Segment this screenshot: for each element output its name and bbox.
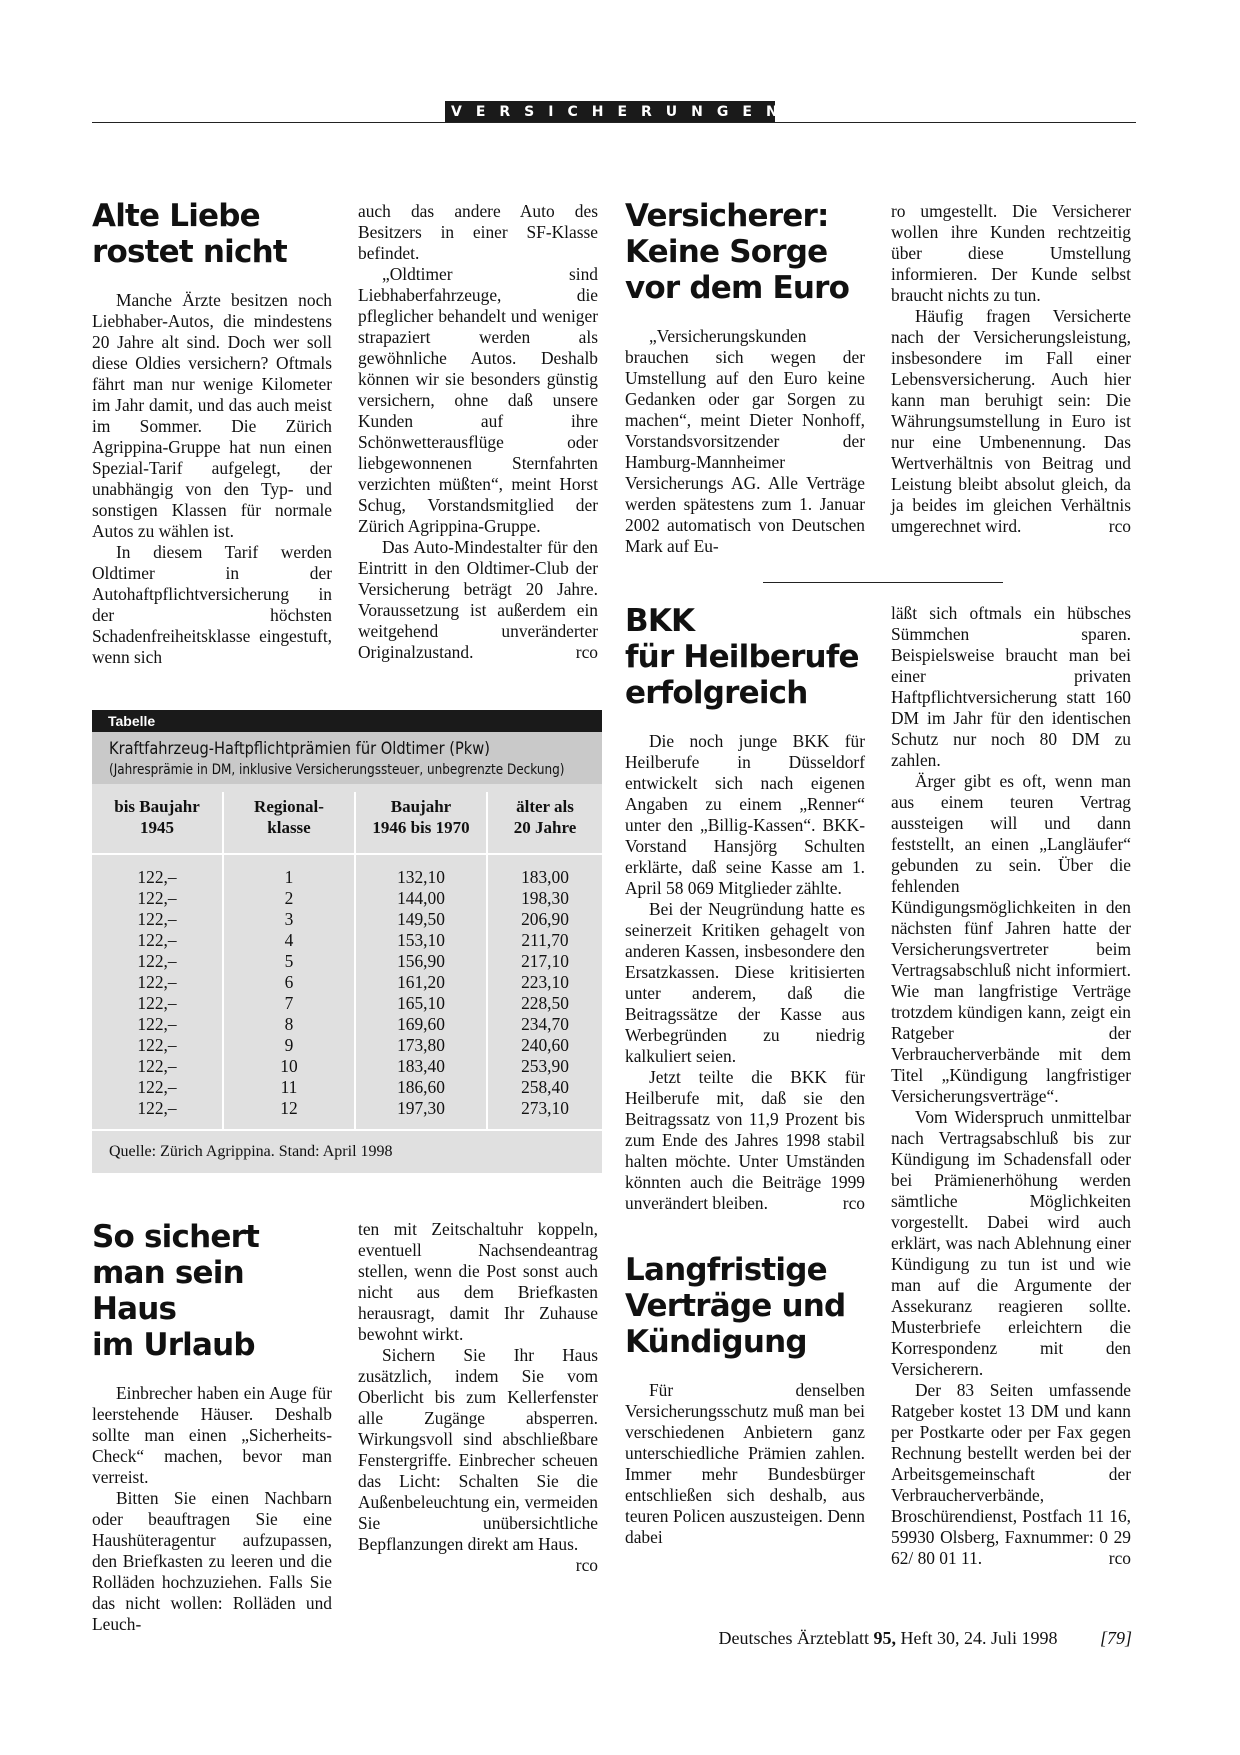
headline-line: Keine Sorge [625,234,828,270]
table-body [356,855,486,1129]
paragraph-text: Sichern Sie Ihr Haus zusätzlich, indem Sie vom Oberlicht bis zum Kellerfenster alle Zugänge absperren. Wirkungsvoll sind abschließbare Fenstergriffe. Einbrecher scheuen das Licht: Schalten Sie die Außenbeleuchtung ein, vermeiden Sie unübersichtliche Bepflanzungen direkt am Haus. [358,1345,598,1554]
table-cell: 173,80 [397,1035,445,1055]
table-cell: 197,30 [397,1098,445,1118]
paragraph-text: Der 83 Seiten umfassende Ratgeber kostet 13 DM und kann per Postkarte oder per Fax gegen Rechnung bestellt werden bei der Arbeitsgemeinschaft der Verbraucherverbände, Broschürendienst, Postfach 11 16, 59930 Olsberg, Faxnummer: 0 29 62/ 80 01 11. [891,1380,1131,1568]
table-source: Quelle: Zürich Agrippina. Stand: April 1998 [109,1143,393,1160]
paragraph: „Oldtimer sind Liebhaberfahrzeuge, die pfleglicher behandelt und weniger strapaziert werden als gewöhnliche Autos. Deshalb können wir sie besonders günstig versichern, ohne daß unsere Kunden auf ihre Schönwetterausflüge oder liebgewonnenen Sternfahrten verzichten müßten“, meint Horst Schug, Vorstandsmitglied der Zürich Agrippina-Gruppe. [358,264,598,536]
journal-name: Deutsches Ärzteblatt [718,1628,869,1648]
table-cell: 217,10 [521,951,569,971]
table-column [224,792,356,1129]
paragraph: läßt sich oftmals ein hübsches Sümmchen sparen. Beispielsweise braucht man bei einer privaten Haftpflichtversicherung statt 160 DM im Jahr für den identischen Schutz nur noch 80 DM zu zahlen. [891,603,1131,770]
author-signature: rco [842,1193,865,1213]
table-header-line: 1946 bis 1970 [372,818,470,837]
paragraph: „Versicherungskunden brauchen sich wegen der Umstellung auf den Euro keine Gedanken oder gar Sorgen zu machen“, meint Dieter Nonhoff, Vorstandsvorsitzender der Hamburg-Mannheimer Versicherungs AG. Alle Verträge werden spätestens zum 1. Januar 2002 automatisch von Deutschen Mark auf Eu- [625,326,865,556]
table-cell: 122,– [137,930,177,950]
headline-line: man sein Haus [92,1255,244,1327]
table-header [92,792,222,855]
table-cell: 258,40 [521,1077,569,1097]
table-cell: 165,10 [397,993,445,1013]
table-cell: 206,90 [521,909,569,929]
table-header-line: 1945 [140,818,174,837]
paragraph: ro umgestellt. Die Versicherer wollen ihre Kunden rechtzeitig über diese Umstellung informieren. Der Kunde selbst braucht nichts zu tun. [891,201,1131,305]
table-header-line: klasse [267,818,311,837]
table-cell: 122,– [137,1014,177,1034]
table-body [488,855,602,1129]
table-cell: 122,– [137,1098,177,1118]
table-cell: 144,00 [397,888,445,908]
table-cell: 11 [280,1077,298,1097]
article-euro-col1 [625,198,865,557]
table-cell: 198,30 [521,888,569,908]
paragraph: Manche Ärzte besitzen noch Liebhaber-Autos, die mindestens 20 Jahre alt sind. Doch wer soll diese Oldies versichern? Oftmals fährt man nur wenige Kilometer im Jahr damit, und das auch meist im Sommer. Die Zürich Agrippina-Gruppe hat nun einen Spezial-Tarif aufgelegt, der unabhängig von den Typ- und sonstigen Klassen für normale Autos zu wählen ist. [92,290,332,541]
table-cell: 122,– [137,993,177,1013]
article-haus-col2 [358,1219,598,1576]
paragraph: Für denselben Versicherungsschutz muß man bei verschiedenen Anbietern ganz unterschiedliche Prämien zahlen. Immer mehr Bundesbürger entschließen sich deshalb, aus teuren Policen auszusteigen. Denn dabei [625,1380,865,1547]
table-cell: 122,– [137,867,177,887]
page-footer [560,1628,1132,1649]
table-header-line: älter als [516,797,574,816]
table-title: Kraftfahrzeug-Haftpflichtprämien für Oldtimer (Pkw) [109,739,490,759]
table-cell: 9 [284,1035,294,1055]
paragraph [891,306,1131,537]
article-euro-col2 [891,201,1131,537]
paragraph: Die noch junge BKK für Heilberufe in Düsseldorf entwickelt sich nach eigenen Angaben zu einem „Renner“ unter den „Billig-Kassen“. BKK-Vorstand Hansjörg Schulten erklärte, daß seine Kasse am 1. April 58 069 Mitglieder zählte. [625,731,865,898]
table-header-line: bis Baujahr [114,797,200,816]
table-cell: 122,– [137,1077,177,1097]
paragraph [358,537,598,663]
article-haus-col1 [92,1219,332,1635]
table-cell: 122,– [137,1035,177,1055]
headline-line: So sichert [92,1219,260,1255]
table-title-block [92,732,602,784]
headline-line: rostet nicht [92,234,287,270]
table-cell: 2 [284,888,294,908]
author-signature: rco [575,1555,598,1575]
table-cell: 132,10 [397,867,445,887]
headline-line: Alte Liebe [92,198,260,234]
paragraph: Bitten Sie einen Nachbarn oder beauftragen Sie eine Haushüteragentur aufzupassen, den Briefkasten zu leeren und die Rolläden hochzuziehen. Falls Sie das nicht wollen: Rolläden und Leuch- [92,1488,332,1634]
table-cell: 228,50 [521,993,569,1013]
headline-line: Langfristige [625,1252,827,1288]
premium-table [92,710,602,1173]
table-cell: 234,70 [521,1014,569,1034]
headline-line: BKK [625,603,695,639]
table-cell: 122,– [137,951,177,971]
author-signature: rco [1108,1548,1131,1568]
table-header [488,792,602,855]
journal-volume: 95, [873,1628,896,1648]
table-cell: 149,50 [397,909,445,929]
paragraph-text: Das Auto-Mindestalter für den Eintritt in den Oldtimer-Club der Versicherung beträgt 20 Jahre. Voraussetzung ist außerdem ein weitgehend unveränderter Originalzustand. [358,537,598,662]
table-cell: 6 [284,972,294,992]
paragraph: Vom Widerspruch unmittelbar nach Vertragsabschluß bis zur Kündigung im Schadensfall oder bei Prämienerhöhung werden sämtliche Möglichkeiten vorgestellt. Dabei wird auch erklärt, was nach Ablehnung einer Kündigung zu tun ist und wie man auf die Argumente der Assekuranz reagieren sollte. Musterbriefe erleichtern die Korrespondenz mit den Versicherern. [891,1107,1131,1379]
table-cell: 161,20 [397,972,445,992]
table-cell: 153,10 [397,930,445,950]
journal-issue: Heft 30, 24. Juli 1998 [900,1628,1058,1648]
table-body [92,855,222,1129]
paragraph: Einbrecher haben ein Auge für leerstehende Häuser. Deshalb sollte man einen „Sicherheits-Check“ machen, bevor man verreist. [92,1383,332,1487]
table-label: Tabelle [92,710,602,732]
table-cell: 240,60 [521,1035,569,1055]
article-alte-liebe-col2 [358,201,598,663]
headline-line: im Urlaub [92,1327,255,1363]
table-cell: 7 [284,993,294,1013]
article-vertraege-col2 [891,603,1131,1569]
paragraph: In diesem Tarif werden Oldtimer in der Autohaftpflichtversicherung in der höchsten Schadenfreiheitsklasse eingestuft, wenn sich [92,542,332,667]
table-column [92,792,224,1129]
table-cell: 8 [284,1014,294,1034]
headline-line: Kündigung [625,1324,807,1360]
headline-vertraege [625,1252,865,1360]
headline-line: vor dem Euro [625,270,850,306]
author-signature: rco [575,642,598,662]
table-header-line: Baujahr [390,797,452,816]
table-header [356,792,486,855]
table-grid [92,792,602,1129]
table-cell: 183,00 [521,867,569,887]
headline-line: für Heilberufe [625,639,859,675]
table-cell: 12 [280,1098,298,1118]
article-alte-liebe-col1 [92,198,332,668]
table-cell: 122,– [137,888,177,908]
table-header-line: Regional- [254,797,324,816]
table-cell: 156,90 [397,951,445,971]
table-header [224,792,354,855]
paragraph: Bei der Neugründung hatte es seinerzeit Kritiken gehagelt von anderen Kassen, insbesondere den Ersatzkassen. Diese kritisierten unter anderem, daß die Beitragssätze der Kasse aus Werbegründen zu niedrig kalkuliert seien. [625,899,865,1066]
table-cell: 169,60 [397,1014,445,1034]
table-cell: 253,90 [521,1056,569,1076]
paragraph-text: Jetzt teilte die BKK für Heilberufe mit, daß sie den Beitragssatz von 11,9 Prozent bis zum Ende des Jahres 1998 stabil halten möchte. Unter Umständen könnten auch die Beiträge 1999 unverändert bleiben. [625,1067,865,1213]
table-cell: 223,10 [521,972,569,992]
page-number: [79] [1099,1628,1132,1648]
paragraph-text: Häufig fragen Versicherte nach der Versicherungsleistung, insbesondere im Fall einer Lebensversicherung. Auch hier kann man beruhigt sein: Die Währungsumstellung in Euro ist nur eine Umbenennung. Das Wertverhältnis von Beitrag und Leistung bleibt absolut gleich, da ja beides im gleichen Verhältnis umgerechnet wird. [891,306,1131,536]
table-body [224,855,354,1129]
paragraph [358,1345,598,1575]
table-cell: 122,– [137,909,177,929]
paragraph: Ärger gibt es oft, wenn man aus einem teuren Vertrag aussteigen will und dann feststellt, an einen „Langläufer“ gebunden zu sein. Über die fehlenden Kündigungsmöglichkeiten in den nächsten fünf Jahren hatte der Versicherungsvertreter beim Vertragsabschluß nicht informiert. Wie man langfristige Verträge trotzdem kündigen kann, zeigt ein Ratgeber der Verbraucherverbände mit dem Titel „Kündigung langfristiger Versicherungsverträge“. [891,771,1131,1106]
headline-line: Verträge und [625,1288,846,1324]
headline-line: Versicherer: [625,198,829,234]
table-cell: 4 [284,930,294,950]
table-cell: 1 [284,867,294,887]
table-cell: 122,– [137,972,177,992]
table-cell: 186,60 [397,1077,445,1097]
paragraph: ten mit Zeitschaltuhr koppeln, eventuell Nachsendeantrag stellen, wenn die Post sonst auch nicht aus dem Briefkasten herausragt, damit Ihr Zuhause bewohnt wirkt. [358,1219,598,1344]
article-bkk-col1 [625,603,865,1548]
article-separator [763,582,1003,583]
table-cell: 183,40 [397,1056,445,1076]
table-column [356,792,488,1129]
paragraph [625,1067,865,1214]
headline-euro [625,198,865,306]
headline-alte-liebe [92,198,332,270]
table-cell: 122,– [137,1056,177,1076]
top-rule [92,122,1136,123]
table-column [488,792,602,1129]
table-cell: 211,70 [521,930,569,950]
table-header-line: 20 Jahre [513,818,577,837]
paragraph: auch das andere Auto des Besitzers in einer SF-Klasse befindet. [358,201,598,263]
headline-bkk [625,603,865,711]
headline-haus [92,1219,332,1363]
table-cell: 5 [284,951,294,971]
table-cell: 3 [284,909,294,929]
paragraph [891,1380,1131,1569]
table-subtitle: (Jahresprämie in DM, inklusive Versicherungssteuer, unbegrenzte Deckung) [109,762,565,778]
section-header: VERSICHERUNGEN [445,101,775,123]
author-signature: rco [1108,516,1131,536]
headline-line: erfolgreich [625,675,808,711]
table-cell: 10 [280,1056,298,1076]
table-cell: 273,10 [521,1098,569,1118]
